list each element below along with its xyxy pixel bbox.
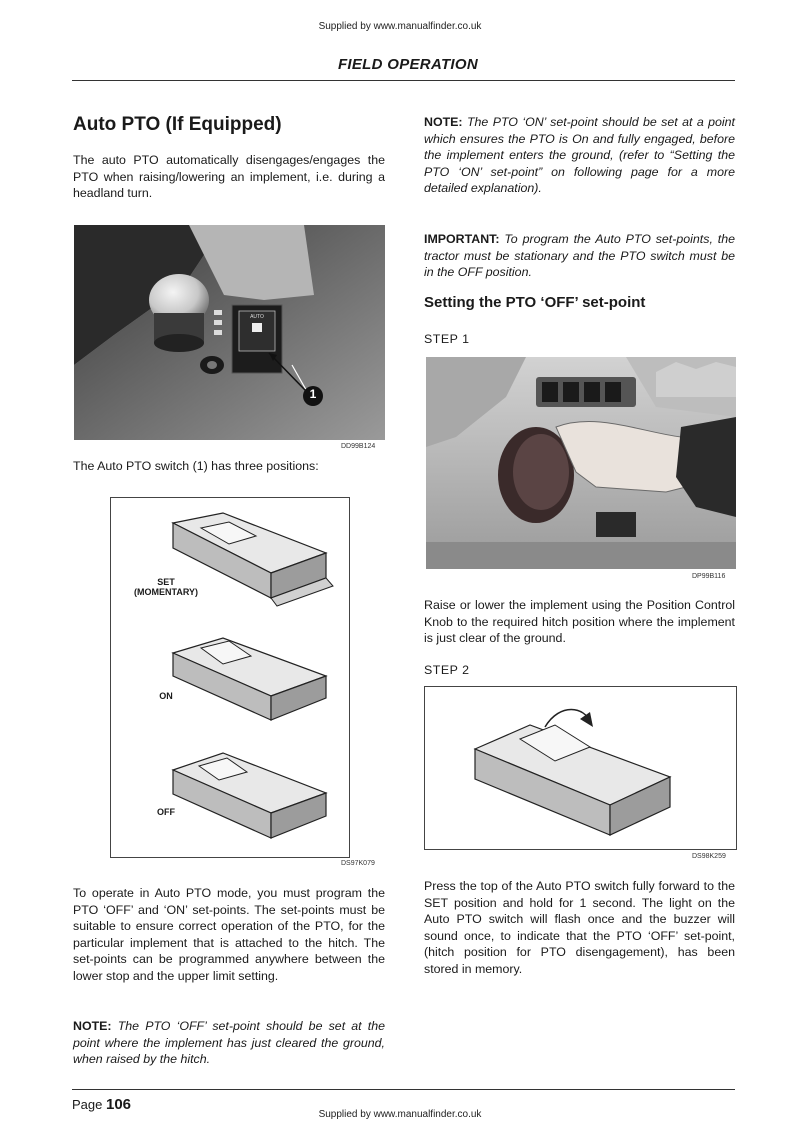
fig3-caption: DS98K259	[692, 853, 726, 860]
footer-rule	[72, 1089, 735, 1090]
note-off-setpoint: NOTE: The PTO ‘OFF’ set-point should be set at the point where the implement has just cleared the ground, when raised by the hitch.	[73, 1019, 385, 1066]
intro-paragraph: The auto PTO automatically disengages/engages the PTO when raising/lowering an implement, i.e. during a headland turn.	[73, 153, 385, 200]
important-note: IMPORTANT: To program the Auto PTO set-points, the tractor must be stationary and the PTO switch must be in the OFF position.	[424, 232, 735, 279]
switch-positions-text: The Auto PTO switch (1) has three positions:	[73, 459, 319, 473]
step1-text: Raise or lower the implement using the Position Control Knob to the required hitch position where the implement is just clear of the ground.	[424, 598, 735, 645]
fig2-caption: DS97K079	[341, 860, 375, 867]
setting-off-setpoint-heading: Setting the PTO ‘OFF’ set-point	[424, 294, 646, 311]
note-on-setpoint: NOTE: The PTO ‘ON’ set-point should be set at a point which ensures the PTO is On and fully engaged, before the implement enters the ground, (refer to “Setting the PTO ‘ON’ set-point” on following page for a more detailed explanation).	[424, 115, 735, 195]
photo1-caption: DD99B124	[341, 443, 376, 450]
switch-on-illustration	[173, 638, 326, 720]
page-number: Page 106	[72, 1096, 132, 1113]
section-title: FIELD OPERATION	[337, 56, 478, 73]
switch-auto-text: AUTO	[250, 314, 264, 320]
operate-paragraph: To operate in Auto PTO mode, you must program the PTO ‘OFF’ and ‘ON’ set-points. The set-points must be suitable to ensure correct operation of the PTO, for the particular implement that is attached to the hitch. The set-points can be programmed anywhere between the lower stop and the upper limit setting.	[73, 886, 385, 983]
switch-off-illustration	[173, 753, 326, 838]
callout-number: 1	[309, 387, 317, 401]
header-rule	[72, 80, 735, 81]
step2-label: STEP 2	[424, 663, 470, 677]
step2-text: Press the top of the Auto PTO switch fully forward to the SET position and hold for 1 second. The light on the Auto PTO switch will flash once and the buzzer will sound once, to indicate that the PTO ‘OFF’ set-point, (hitch position for PTO disengagement), has been stored in memory.	[424, 879, 735, 976]
header-supplied-by: Supplied by www.manualfinder.co.uk	[318, 21, 482, 32]
set-momentary-label: SET (MOMENTARY)	[134, 577, 198, 597]
press-switch-figure	[424, 686, 737, 850]
position-control-knob-photo	[426, 357, 736, 569]
auto-pto-switch-photo	[74, 225, 385, 440]
switch-positions-figure	[110, 497, 350, 858]
off-label: OFF	[157, 807, 175, 817]
photo2-caption: DP99B116	[692, 573, 726, 580]
on-label: ON	[159, 691, 173, 701]
page-title: Auto PTO (If Equipped)	[73, 114, 282, 135]
footer-supplied-by: Supplied by www.manualfinder.co.uk	[318, 1109, 482, 1120]
step1-label: STEP 1	[424, 332, 470, 346]
